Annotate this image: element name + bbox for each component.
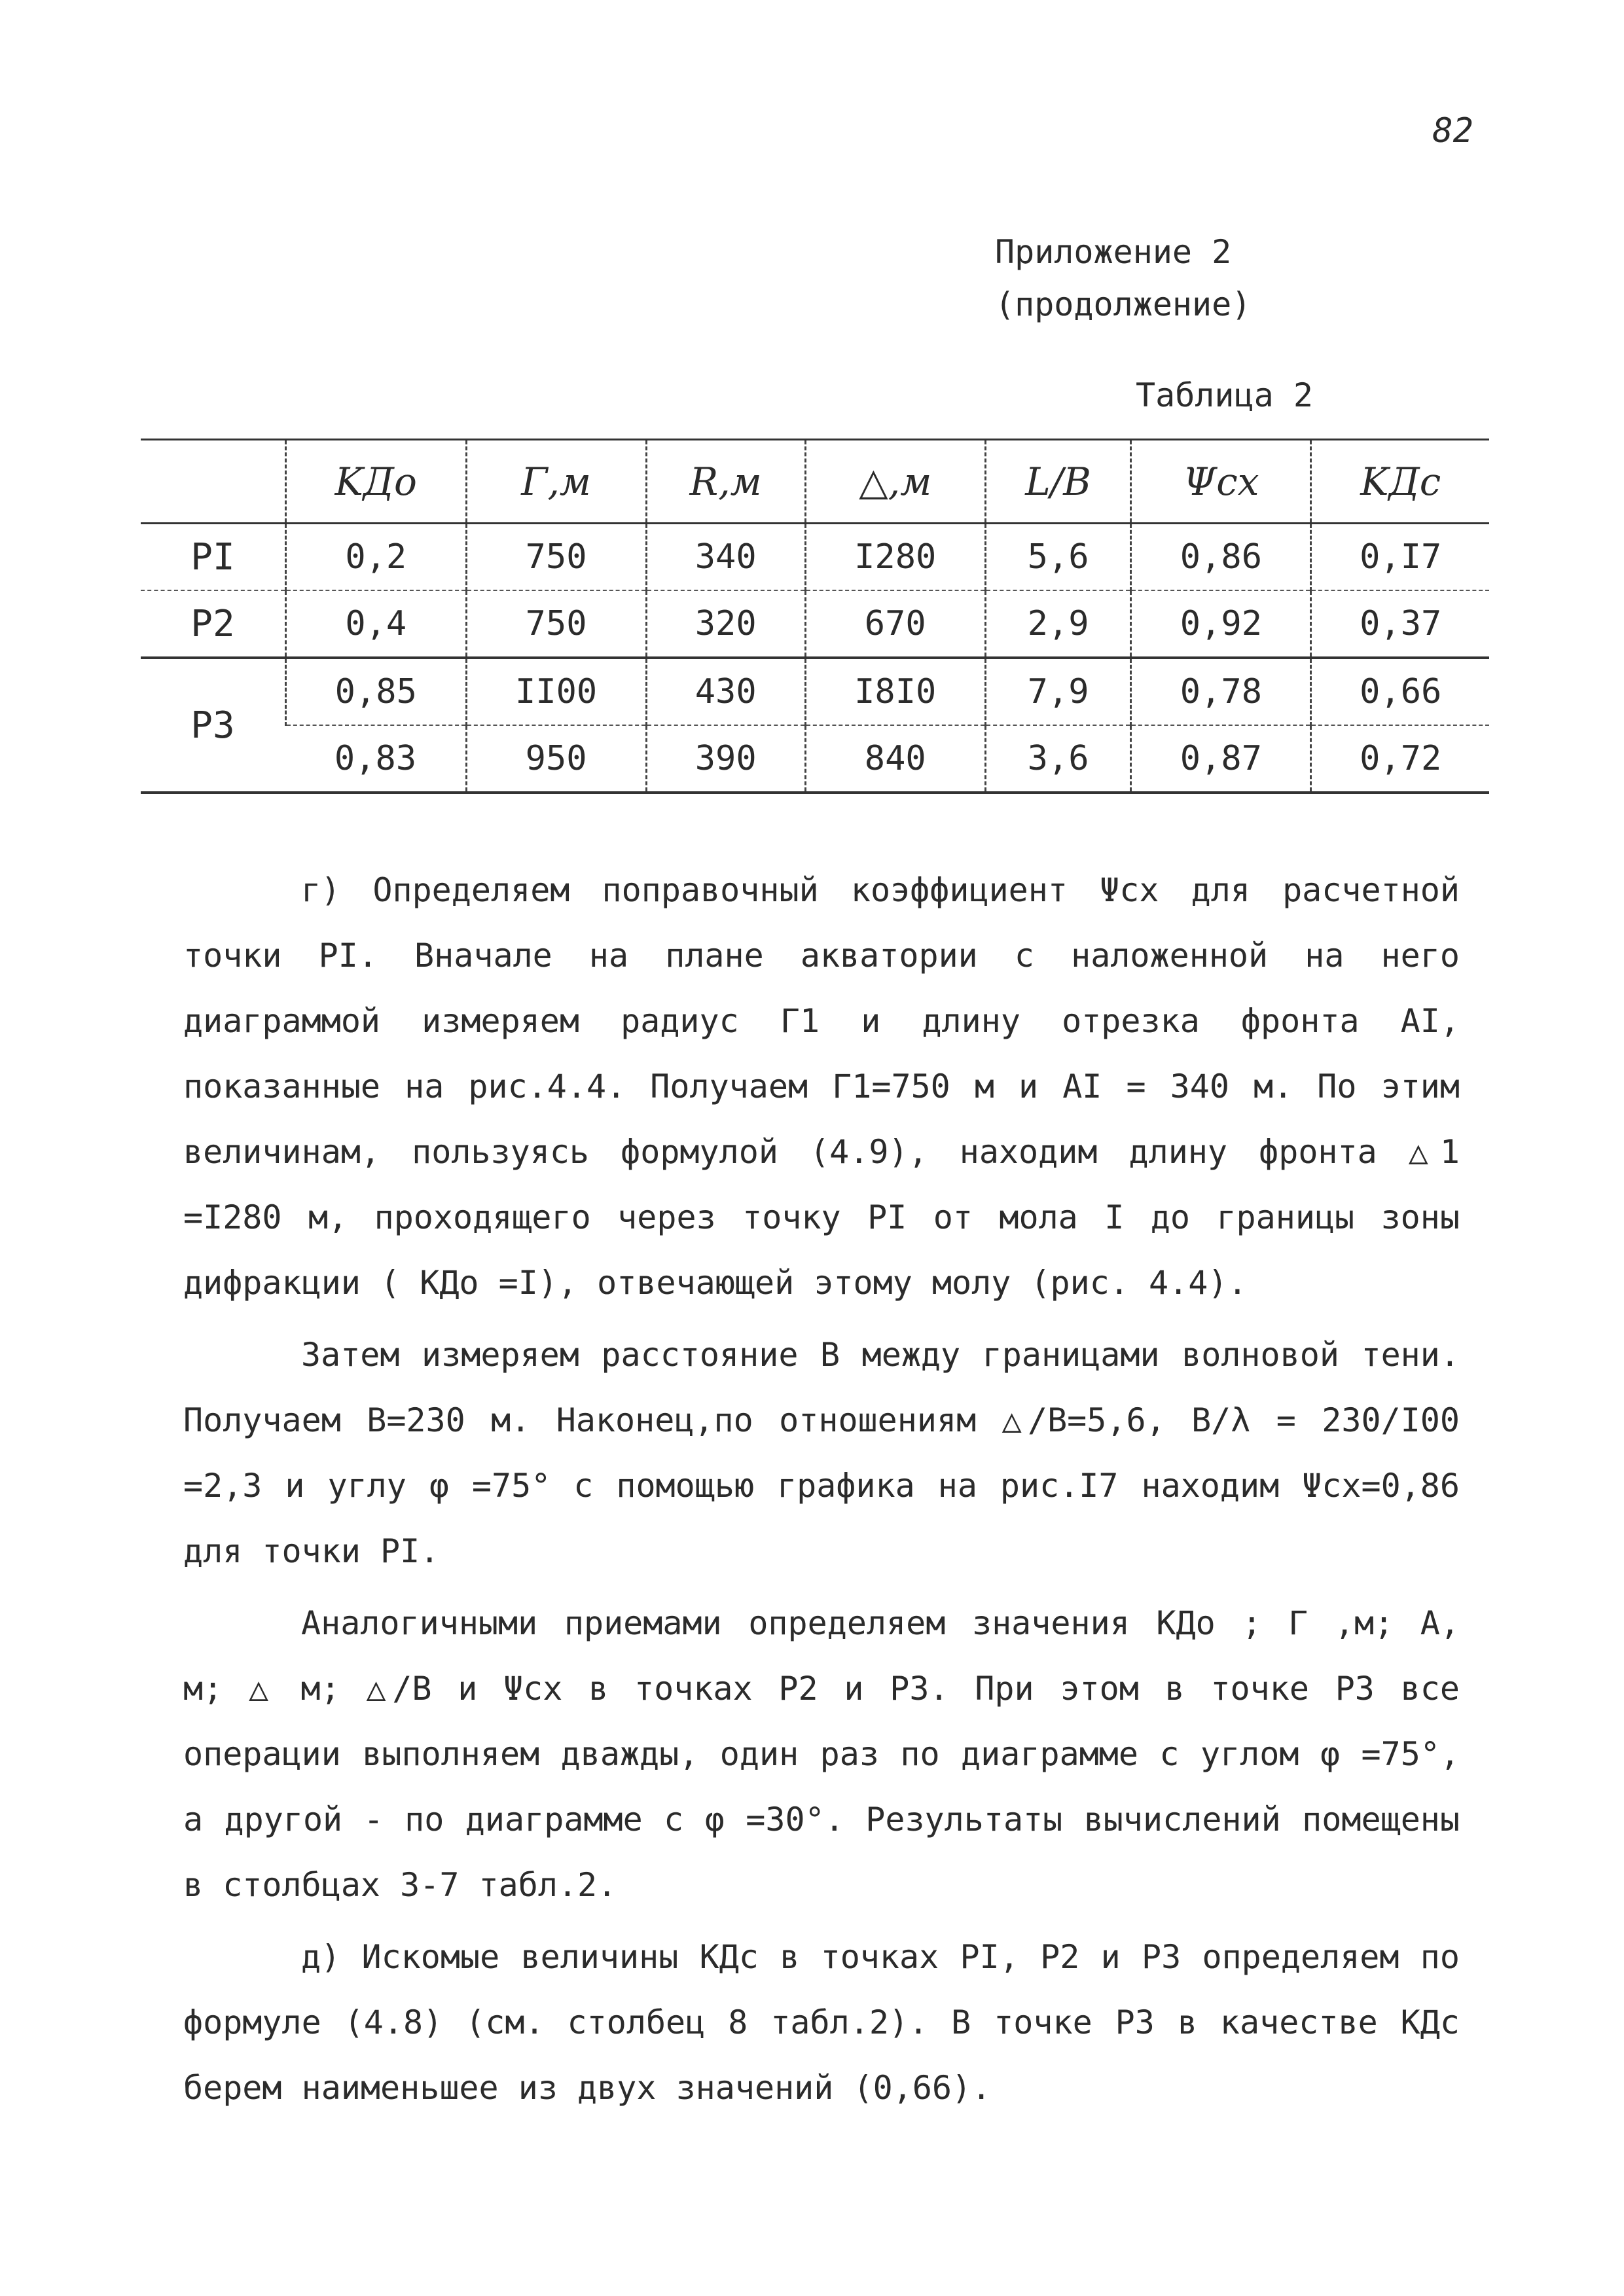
cell: I280	[805, 524, 985, 591]
cell: 0,78	[1131, 658, 1311, 725]
row-point: PΙ	[190, 535, 235, 579]
cell: 0,66	[1311, 658, 1489, 725]
cell: 3,6	[985, 725, 1131, 793]
cell: 0,85	[286, 658, 467, 725]
paragraph-analogous: Аналогичными приемами определяем значения KДo ; Γ ,м; A, м; △ м; △/B и Ψcx в точках P2 и P3. При этом в точке P3 все операции выполняем дважды, один раз по диаграмме с углом φ =75°, а другой - по диаграмме с φ =30°. Результаты вычислений помещены в столбцах 3-7 табл.2.	[183, 1604, 1460, 1904]
cell: 390	[646, 725, 805, 793]
cell: I8I0	[805, 658, 985, 725]
header-l-over-b: L/B	[985, 440, 1131, 524]
cell: 0,87	[1131, 725, 1311, 793]
body-text	[183, 857, 1460, 2127]
appendix-title: Приложение 2	[995, 233, 1232, 271]
cell: 0,4	[286, 590, 467, 658]
cell: II00	[466, 658, 646, 725]
data-table	[141, 439, 1489, 794]
cell: 7,9	[985, 658, 1131, 725]
row-point: P2	[190, 602, 235, 645]
header-psi-cx: Ψcx	[1131, 440, 1311, 524]
cell: 5,6	[985, 524, 1131, 591]
appendix-heading	[995, 226, 1251, 331]
table-row	[141, 725, 1489, 793]
cell: 0,83	[334, 739, 417, 778]
cell: 2,9	[985, 590, 1131, 658]
cell: 840	[805, 725, 985, 793]
cell: 320	[646, 590, 805, 658]
cell: 0,86	[1131, 524, 1311, 591]
cell: 430	[646, 658, 805, 725]
row-point: P3	[190, 704, 235, 747]
header-front-length: △,м	[805, 440, 985, 524]
cell: 0,92	[1131, 590, 1311, 658]
cell: 0,72	[1311, 725, 1489, 793]
paragraph-measure-b: Затем измеряем расстояние B между границами волновой тени. Получаем B=230 м. Наконец,по отношениям △/B=5,6, B/λ = 230/I00 =2,3 и углу φ =75° с помощью графика на рис.I7 находим Ψcx=0,86 для точки PΙ.	[183, 1336, 1460, 1570]
header-r: R,м	[646, 440, 805, 524]
table-row	[141, 524, 1489, 591]
cell: 0,37	[1311, 590, 1489, 658]
cell: 0,I7	[1311, 524, 1489, 591]
header-point	[141, 440, 286, 524]
page-number: 82	[1432, 111, 1473, 151]
table-header-row	[141, 440, 1489, 524]
cell: 750	[466, 590, 646, 658]
table-row	[141, 590, 1489, 658]
header-kdc: KДc	[1311, 440, 1489, 524]
cell: 340	[646, 524, 805, 591]
table-row	[141, 658, 1489, 725]
paragraph-g: г) Определяем поправочный коэффициент Ψcx для расчетной точки PΙ. Вначале на плане акватории с наложенной на него диаграммой измеряем радиус Γ1 и длину отрезка фронта AΙ, показанные на рис.4.4. Получаем Γ1=750 м и AΙ = 340 м. По этим величинам, пользуясь формулой (4.9), находим длину фронта △1 =I280 м, проходящего через точку PΙ от мола I до границы зоны дифракции ( KДo =I), отвечающей этому молу (рис. 4.4).	[183, 871, 1460, 1302]
cell: 0,2	[286, 524, 467, 591]
cell: 950	[466, 725, 646, 793]
header-kdo: KДo	[286, 440, 467, 524]
cell: 670	[805, 590, 985, 658]
cell: 750	[466, 524, 646, 591]
paragraph-d: д) Искомые величины KДc в точках PΙ, P2 и P3 определяем по формуле (4.8) (см. столбец 8 табл.2). В точке P3 в качестве KДc берем наименьшее из двух значений (0,66).	[183, 1938, 1460, 2107]
header-radius: Γ,м	[466, 440, 646, 524]
table-caption: Таблица 2	[1136, 376, 1313, 414]
appendix-subtitle: (продолжение)	[995, 285, 1252, 323]
